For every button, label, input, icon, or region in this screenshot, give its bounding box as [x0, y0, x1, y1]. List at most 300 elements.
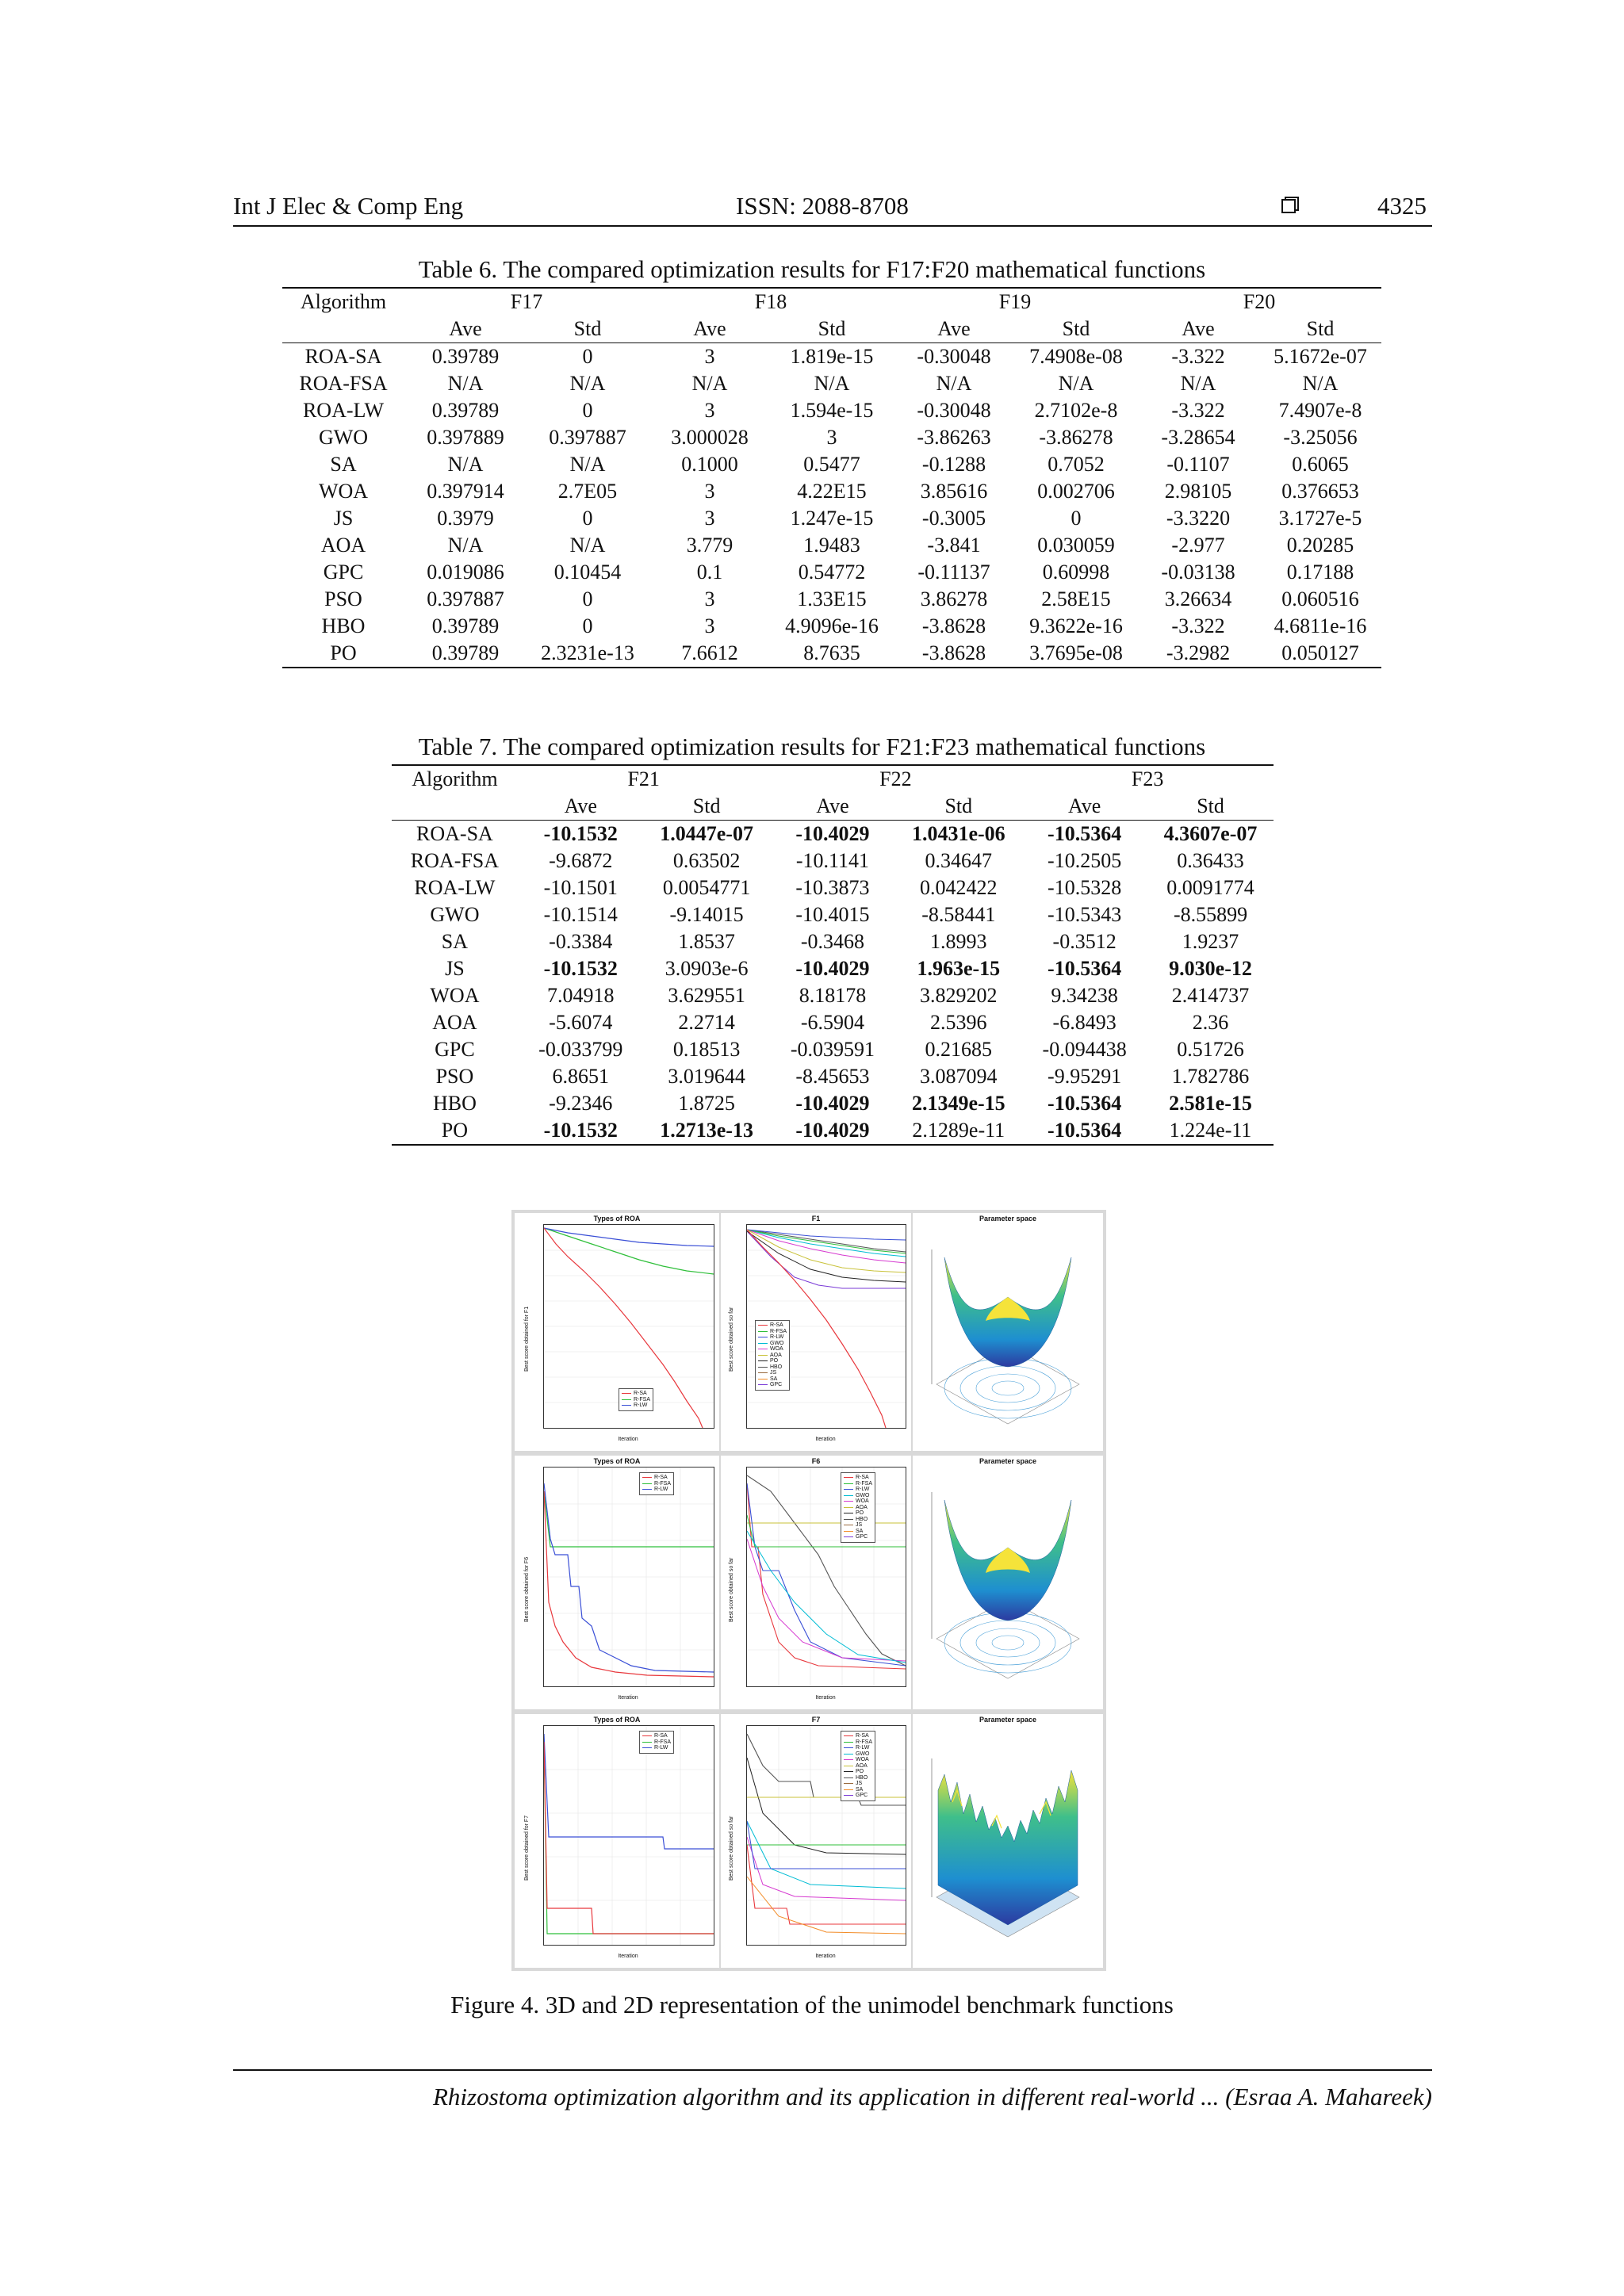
legend-entry: [622, 1397, 650, 1403]
legend-swatch: [758, 1331, 768, 1332]
panel-title: Types of ROA: [593, 1457, 641, 1465]
table-cell: 0.60998: [1042, 561, 1110, 584]
table-cell: 0.7052: [1048, 453, 1105, 476]
legend-entry: [844, 1534, 872, 1540]
surface-plot-icon: [921, 1727, 1095, 1957]
y-axis-label: Best score obtained so far: [729, 1557, 734, 1622]
legend-label: GWO: [770, 1340, 784, 1346]
legend-entry: [642, 1487, 671, 1493]
table-cell: 3.087094: [920, 1065, 998, 1088]
table-cell: -10.4029: [770, 1117, 896, 1145]
table-cell: -9.95291: [1048, 1065, 1122, 1088]
table-cell: -0.30048: [917, 399, 991, 422]
row-label-algorithm: ROA-FSA: [410, 849, 500, 872]
table-cell: -3.322: [1171, 345, 1225, 368]
legend-swatch: [758, 1384, 768, 1385]
table-cell: -10.5364: [1048, 957, 1122, 980]
panel-title: F7: [811, 1716, 821, 1724]
table-cell: 0.39789: [431, 399, 500, 422]
table-cell: N/A: [1302, 372, 1339, 395]
table-cell: 3: [704, 480, 715, 503]
table-cell: 3: [704, 345, 715, 368]
table-row: [282, 640, 1381, 668]
legend-label: PO: [856, 1510, 864, 1516]
legend-swatch: [844, 1519, 853, 1520]
row-label-algorithm: WOA: [318, 480, 369, 503]
row-label-algorithm: PO: [282, 640, 404, 668]
legend-entry: [642, 1739, 671, 1746]
column-header-function: F17: [404, 288, 649, 316]
table-cell: 1.9237: [1182, 930, 1239, 953]
legend-entry: [844, 1745, 872, 1751]
table6: [282, 287, 1381, 668]
convergence-curves: [747, 1726, 906, 1945]
legend-entry: [844, 1498, 872, 1505]
table-cell: -9.2346: [549, 1092, 613, 1115]
table-cell: -0.094438: [1042, 1038, 1127, 1061]
table-cell: 1.819e-15: [790, 345, 874, 368]
plot-axes: [543, 1725, 714, 1946]
panel-f6: [721, 1456, 911, 1709]
legend-entry: [844, 1793, 872, 1799]
table-cell: 2.3231e-13: [527, 640, 649, 668]
table-cell: -10.5364: [1048, 1092, 1122, 1115]
row-label-algorithm: GWO: [318, 426, 369, 449]
table-cell: N/A: [569, 453, 606, 476]
header-rule: [233, 225, 1432, 227]
y-axis-label: Best score obtained for F1: [524, 1306, 530, 1372]
table-row: [392, 848, 1274, 874]
table-row: [392, 901, 1274, 928]
table-cell: 3: [704, 614, 715, 637]
legend-types: [619, 1388, 653, 1411]
table-cell: -0.1107: [1166, 453, 1230, 476]
table-row: [392, 982, 1274, 1009]
table-cell: 0.34647: [925, 849, 993, 872]
table-cell: 8.18178: [799, 984, 867, 1007]
row-label-algorithm: ROA-SA: [304, 345, 382, 368]
panel-parameter-space-f1: [913, 1213, 1103, 1451]
convergence-curves: [544, 1468, 714, 1686]
table-row: [282, 343, 1381, 371]
table-cell: 3.26634: [1164, 587, 1232, 610]
row-label-algorithm: JS: [445, 957, 465, 980]
table-row: [392, 1009, 1274, 1036]
legend-types: [639, 1472, 674, 1495]
legend-entry: [642, 1481, 671, 1487]
legend-entry: [844, 1510, 872, 1517]
table-cell: 3.86278: [920, 587, 988, 610]
running-header-journal: Int J Elec & Comp Eng: [233, 192, 464, 220]
table-cell: -0.3468: [800, 930, 865, 953]
legend-swatch: [758, 1379, 768, 1380]
table-cell: 1.2713e-13: [644, 1117, 770, 1145]
legend-swatch: [844, 1754, 853, 1755]
table-cell: N/A: [936, 372, 972, 395]
table-cell: 0.030059: [1037, 534, 1115, 557]
table-cell: 0.10454: [553, 561, 622, 584]
legend-label: SA: [770, 1376, 778, 1382]
figure-4: [511, 1210, 1106, 1971]
table-cell: 3.85616: [920, 480, 988, 503]
table-cell: -10.3873: [795, 876, 870, 899]
running-header-issn: ISSN: 2088-8708: [736, 192, 909, 220]
legend-entry: [844, 1517, 872, 1523]
table-cell: 0.6065: [1292, 453, 1349, 476]
column-subheader: Std: [1015, 316, 1137, 343]
table-cell: 2.58E15: [1041, 587, 1111, 610]
legend-swatch: [642, 1735, 652, 1736]
table-cell: 0.376653: [1281, 480, 1359, 503]
table-cell: 4.9096e-16: [785, 614, 879, 637]
legend-entry: [844, 1522, 872, 1529]
table-cell: 7.04918: [547, 984, 615, 1007]
legend-all: [755, 1320, 790, 1391]
table-cell: 0: [582, 587, 593, 610]
row-label-algorithm: AOA: [432, 1011, 477, 1034]
table-cell: -10.2505: [1048, 849, 1122, 872]
legend-swatch: [844, 1795, 853, 1796]
legend-label: R-FSA: [654, 1739, 671, 1745]
table-cell: 0: [1071, 507, 1082, 530]
legend-entry: [758, 1370, 787, 1376]
panel-title: Parameter space: [979, 1716, 1037, 1724]
table-row: [282, 478, 1381, 505]
table-cell: 0.36433: [1177, 849, 1244, 872]
legend-entry: [844, 1763, 872, 1770]
legend-swatch: [844, 1531, 853, 1532]
legend-label: HBO: [856, 1774, 868, 1781]
column-header-function: F20: [1137, 288, 1381, 316]
table-row: [282, 397, 1381, 424]
table-cell: 4.6811e-16: [1274, 614, 1367, 637]
empty-cell: [392, 793, 518, 821]
legend-swatch: [844, 1501, 853, 1502]
table-cell: 3.1727e-5: [1278, 507, 1362, 530]
table7: [392, 764, 1274, 1146]
table-cell: -3.25056: [1283, 426, 1358, 449]
column-subheader: Std: [771, 316, 893, 343]
table-cell: -10.4029: [795, 822, 870, 845]
table-cell: -10.4029: [795, 957, 870, 980]
row-label-algorithm: SA: [330, 453, 357, 476]
legend-types: [639, 1731, 674, 1754]
table-cell: -10.5364: [1048, 822, 1122, 845]
table-cell: -3.86263: [917, 426, 991, 449]
panel-parameter-space-f7: [913, 1714, 1103, 1968]
legend-entry: [844, 1505, 872, 1511]
legend-label: R-SA: [654, 1733, 668, 1739]
table-cell: -3.322: [1171, 614, 1225, 637]
x-axis-label: Iteration: [815, 1437, 836, 1442]
table-cell: -8.45653: [795, 1065, 870, 1088]
table-cell: 3.829202: [920, 984, 998, 1007]
table-cell: -8.55899: [1173, 903, 1248, 926]
legend-swatch: [758, 1325, 768, 1326]
table-cell: 3.0903e-6: [665, 957, 749, 980]
table-cell: -0.03138: [1161, 561, 1235, 584]
table-cell: 3.779: [686, 534, 733, 557]
column-subheader: Ave: [1137, 316, 1259, 343]
table-cell: 2.98105: [1164, 480, 1232, 503]
table-cell: -10.1532: [543, 957, 618, 980]
table-cell: -10.1532: [543, 822, 618, 845]
table-cell: 0.050127: [1259, 640, 1381, 668]
legend-entry: [844, 1475, 872, 1481]
table-cell: -3.86278: [1039, 426, 1113, 449]
table-cell: 5.1672e-07: [1274, 345, 1367, 368]
legend-swatch: [622, 1393, 631, 1394]
table-cell: 3: [704, 507, 715, 530]
row-label-algorithm: ROA-FSA: [299, 372, 388, 395]
table-cell: 2.7E05: [557, 480, 618, 503]
x-axis-label: Iteration: [618, 1695, 638, 1701]
table-cell: 3: [704, 399, 715, 422]
table-cell: 0: [582, 399, 593, 422]
table-cell: 0.20285: [1286, 534, 1354, 557]
table-cell: N/A: [1058, 372, 1094, 395]
page-number: 4325: [1377, 192, 1427, 220]
table-cell: 0.54772: [798, 561, 866, 584]
table-cell: 3: [826, 426, 837, 449]
legend-entry: [758, 1346, 787, 1353]
table-cell: -3.28654: [1161, 426, 1235, 449]
table-cell: 9.3622e-16: [1029, 614, 1123, 637]
table-cell: -0.033799: [538, 1038, 623, 1061]
legend-swatch: [844, 1495, 853, 1496]
row-label-algorithm: HBO: [321, 614, 366, 637]
legend-entry: [758, 1376, 787, 1383]
table-cell: -8.58441: [921, 903, 996, 926]
plot-axes: [746, 1725, 906, 1946]
legend-swatch: [758, 1360, 768, 1361]
legend-label: SA: [856, 1528, 864, 1534]
row-label-algorithm: PO: [392, 1117, 518, 1145]
legend-swatch: [758, 1367, 768, 1368]
legend-entry: [844, 1775, 872, 1781]
table-cell: 0: [582, 507, 593, 530]
legend-entry: [844, 1751, 872, 1758]
legend-all: [841, 1472, 875, 1543]
table-cell: 1.9483: [803, 534, 860, 557]
legend-swatch: [622, 1405, 631, 1406]
column-header-function: F23: [1021, 765, 1274, 793]
table-cell: 1.8537: [678, 930, 735, 953]
table-cell: -6.8493: [1052, 1011, 1116, 1034]
legend-label: R-FSA: [856, 1739, 872, 1745]
table-cell: N/A: [569, 534, 606, 557]
legend-entry: [642, 1745, 671, 1751]
table-cell: N/A: [447, 453, 484, 476]
footer-rule: [233, 2069, 1432, 2071]
column-subheader: Std: [895, 793, 1021, 821]
table-cell: 0.002706: [1037, 480, 1115, 503]
row-label-algorithm: ROA-LW: [414, 876, 496, 899]
table-row: [282, 505, 1381, 532]
table-cell: 0.042422: [920, 876, 998, 899]
legend-label: JS: [856, 1781, 863, 1786]
column-subheader: Ave: [893, 316, 1015, 343]
y-axis-label: Best score obtained for F7: [524, 1815, 530, 1881]
table-cell: 2.2714: [678, 1011, 735, 1034]
legend-swatch: [844, 1483, 853, 1484]
panel-title: Types of ROA: [593, 1716, 641, 1724]
table-cell: -10.4029: [795, 1092, 870, 1115]
table-cell: -0.3005: [921, 507, 986, 530]
legend-label: R-LW: [634, 1402, 648, 1408]
table-row: [282, 532, 1381, 559]
legend-swatch: [844, 1536, 853, 1537]
panel-f7: [721, 1714, 911, 1968]
table-row: [392, 1063, 1274, 1090]
panel-title: F6: [811, 1457, 821, 1465]
legend-label: R-FSA: [654, 1480, 671, 1487]
table-row: [392, 1090, 1274, 1117]
table-cell: 1.247e-15: [790, 507, 874, 530]
legend-swatch: [844, 1783, 853, 1784]
y-axis-label: Best score obtained so far: [729, 1816, 734, 1881]
column-subheader: Std: [527, 316, 649, 343]
row-label-algorithm: HBO: [432, 1092, 477, 1115]
panel-types-roa-f1: [515, 1213, 719, 1451]
convergence-curves: [747, 1468, 906, 1686]
table-cell: 0.5477: [803, 453, 860, 476]
table-cell: N/A: [447, 372, 484, 395]
plot-axes: [746, 1224, 906, 1429]
panel-parameter-space-f6: [913, 1456, 1103, 1709]
y-axis-label: Best score obtained for F6: [524, 1556, 530, 1622]
legend-swatch: [642, 1489, 652, 1490]
row-label-algorithm: WOA: [430, 984, 480, 1007]
table-cell: 0.21685: [925, 1038, 993, 1061]
table-cell: 0.18513: [672, 1038, 741, 1061]
legend-label: R-SA: [654, 1475, 668, 1480]
table-cell: -10.5328: [1048, 876, 1122, 899]
table-cell: 3.7695e-08: [1015, 640, 1137, 668]
table-cell: 0: [582, 614, 593, 637]
x-axis-label: Iteration: [815, 1695, 836, 1701]
table6-subheader-row: [282, 316, 1381, 343]
table-cell: 0.019086: [427, 561, 504, 584]
column-header-function: F18: [649, 288, 893, 316]
legend-swatch: [844, 1507, 853, 1508]
table-cell: -10.1141: [795, 849, 870, 872]
table-cell: 9.030e-12: [1169, 957, 1252, 980]
table7-header-row: [392, 765, 1274, 793]
table-cell: -0.30048: [917, 345, 991, 368]
column-subheader: Ave: [770, 793, 896, 821]
table-cell: -10.4015: [795, 903, 870, 926]
legend-entry: [844, 1493, 872, 1499]
panel-types-roa-f7: [515, 1714, 719, 1968]
legend-swatch: [622, 1399, 631, 1400]
convergence-curves: [544, 1726, 714, 1945]
table-cell: -10.1532: [518, 1117, 644, 1145]
legend-label: WOA: [856, 1757, 869, 1762]
table6-caption: Table 6. The compared optimization results for F17:F20 mathematical functions: [418, 255, 1206, 283]
legend-swatch: [758, 1372, 768, 1373]
table-cell: 7.4908e-08: [1029, 345, 1123, 368]
legend-label: R-LW: [654, 1487, 668, 1492]
legend-label: GWO: [856, 1751, 870, 1757]
table-cell: 0.3979: [437, 507, 494, 530]
table-cell: 0.51726: [1177, 1038, 1244, 1061]
legend-swatch: [642, 1477, 652, 1478]
legend-label: JS: [770, 1370, 777, 1376]
plot-axes: [746, 1467, 906, 1687]
table-cell: -3.8628: [893, 640, 1015, 668]
table-cell: -3.2982: [1137, 640, 1259, 668]
legend-entry: [758, 1382, 787, 1388]
legend-label: R-FSA: [770, 1328, 787, 1334]
legend-label: R-FSA: [634, 1396, 650, 1402]
legend-swatch: [844, 1747, 853, 1748]
table7-caption: Table 7. The compared optimization results for F21:F23 mathematical functions: [418, 733, 1206, 760]
legend-label: GWO: [856, 1492, 870, 1498]
table-row: [392, 874, 1274, 901]
y-axis-label: Best score obtained so far: [729, 1307, 734, 1372]
legend-label: GPC: [856, 1793, 868, 1798]
legend-swatch: [844, 1777, 853, 1778]
legend-swatch: [844, 1742, 853, 1743]
row-label-algorithm: PSO: [324, 587, 362, 610]
legend-label: HBO: [770, 1364, 783, 1370]
legend-label: GPC: [856, 1534, 868, 1540]
column-subheader: Ave: [518, 793, 644, 821]
plot-axes: [543, 1467, 714, 1687]
table-cell: 2.414737: [1171, 984, 1250, 1007]
panel-title: Types of ROA: [593, 1215, 641, 1223]
table-row: [392, 955, 1274, 982]
row-label-algorithm: GPC: [323, 561, 364, 584]
table-row: [392, 1117, 1274, 1145]
table-cell: 2.1289e-11: [895, 1117, 1021, 1145]
table6-header-row: [282, 288, 1381, 316]
legend-label: WOA: [856, 1498, 869, 1504]
table-cell: -10.1501: [543, 876, 618, 899]
table-cell: 1.594e-15: [790, 399, 874, 422]
table-cell: 4.22E15: [797, 480, 867, 503]
table-cell: 0.0091774: [1166, 876, 1254, 899]
table-cell: 1.8993: [930, 930, 987, 953]
table-cell: 0.397889: [427, 426, 504, 449]
column-header-function: F21: [518, 765, 770, 793]
row-label-algorithm: PSO: [435, 1065, 474, 1088]
legend-label: R-LW: [856, 1487, 870, 1492]
legend-label: AOA: [770, 1352, 782, 1358]
table-cell: 7.6612: [649, 640, 771, 668]
x-axis-label: Iteration: [618, 1437, 638, 1442]
table-row: [392, 1036, 1274, 1063]
legend-label: R-SA: [856, 1733, 869, 1739]
legend-entry: [758, 1322, 787, 1329]
table-cell: 0.39789: [404, 640, 527, 668]
legend-entry: [758, 1334, 787, 1341]
legend-label: PO: [770, 1358, 779, 1364]
legend-entry: [844, 1787, 872, 1793]
legend-entry: [642, 1733, 671, 1739]
legend-label: R-LW: [654, 1745, 668, 1751]
legend-swatch: [642, 1747, 652, 1748]
table-cell: -0.11137: [917, 561, 990, 584]
row-label-algorithm: GWO: [430, 903, 480, 926]
table-cell: -3.322: [1171, 399, 1225, 422]
table-cell: -6.5904: [800, 1011, 865, 1034]
legend-label: R-FSA: [856, 1480, 872, 1487]
running-footer: Rhizostoma optimization algorithm and its application in different real-world ... (Esraa A. Mahareek): [432, 2083, 1432, 2110]
table-cell: -9.14015: [669, 903, 744, 926]
table-cell: -10.1514: [543, 903, 618, 926]
